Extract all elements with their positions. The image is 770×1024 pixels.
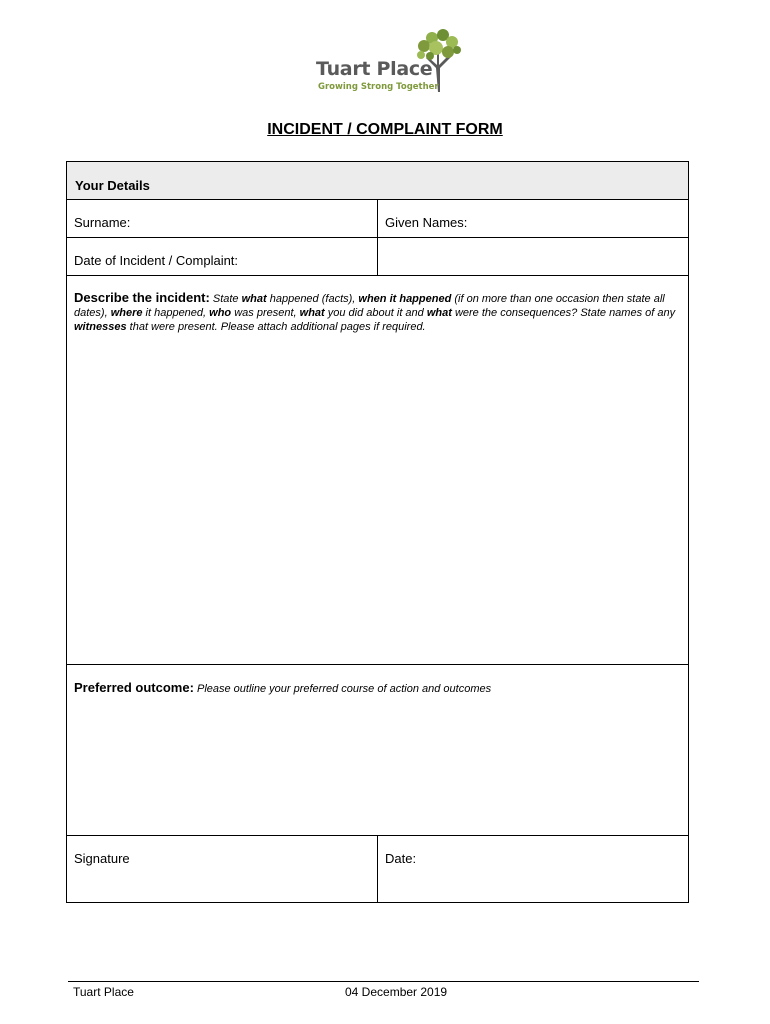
- logo-name: Tuart Place: [316, 58, 433, 80]
- surname-field[interactable]: [66, 199, 378, 238]
- preferred-outcome-field[interactable]: [66, 664, 689, 836]
- date-of-incident-field[interactable]: [377, 237, 689, 276]
- footer-date: 04 December 2019: [345, 985, 448, 999]
- date-of-incident-label: Date of Incident / Complaint:: [74, 253, 239, 268]
- section-heading: Your Details: [75, 178, 150, 193]
- date-label: Date:: [385, 851, 417, 866]
- footer-organisation: Tuart Place: [73, 985, 134, 999]
- organisation-logo: [316, 28, 466, 94]
- given-names-field[interactable]: [377, 199, 689, 238]
- preferred-outcome-instructions: Preferred outcome: Please outline your preferred course of action and outcomes: [74, 680, 492, 695]
- your-details-header: [66, 161, 689, 200]
- surname-label: Surname:: [74, 215, 131, 230]
- logo-tagline: Growing Strong Together: [318, 82, 439, 92]
- given-names-label: Given Names:: [385, 215, 468, 230]
- date-field[interactable]: [377, 835, 689, 903]
- date-of-incident-label-cell: [66, 237, 378, 276]
- incident-description-field[interactable]: [66, 275, 689, 665]
- incident-description-instructions: Describe the incident: State what happened (facts), when it happened (if on more than one occasion then state all dates), where it happened, who was present, what you did about it and what were the consequences? State names of any witnesses that were present. Please attach additional pages if required.: [74, 290, 676, 333]
- signature-label: Signature: [74, 851, 130, 866]
- footer-divider: [68, 981, 699, 982]
- incident-form: [66, 161, 689, 903]
- form-title: INCIDENT / COMPLAINT FORM: [267, 121, 503, 138]
- signature-field[interactable]: [66, 835, 378, 903]
